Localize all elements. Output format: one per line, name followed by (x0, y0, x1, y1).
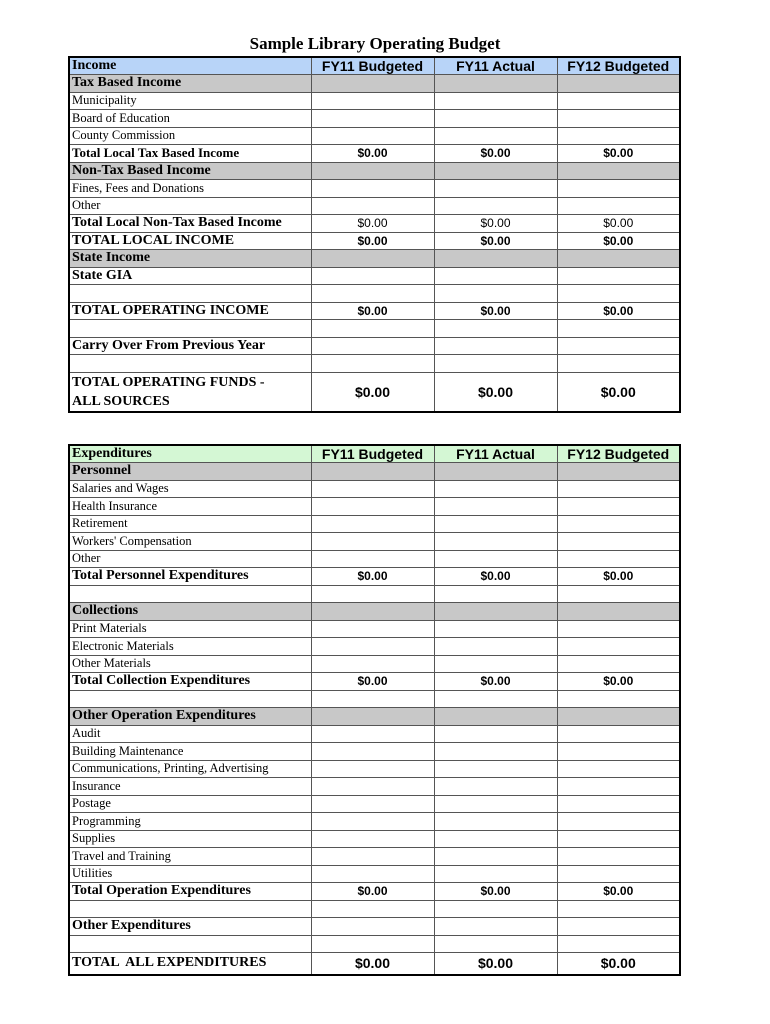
expenditures-table (68, 444, 681, 976)
section-label: Collections (69, 603, 311, 621)
header-fy11-budgeted: FY11 Budgeted (311, 57, 434, 75)
section-row (69, 162, 680, 180)
cell[interactable] (557, 498, 680, 516)
cell[interactable] (557, 197, 680, 215)
blank-row (69, 585, 680, 603)
cell[interactable] (557, 848, 680, 866)
cell[interactable] (311, 127, 434, 145)
grand-total-label: TOTAL ALL EXPENDITURES (69, 953, 311, 975)
total-row (69, 232, 680, 250)
header-fy12-budgeted: FY12 Budgeted (557, 57, 680, 75)
cell[interactable] (557, 480, 680, 498)
row-label: Other Expenditures (69, 918, 311, 936)
row-label: Print Materials (69, 620, 311, 638)
total-label: Total Local Tax Based Income (69, 145, 311, 163)
total-value: $0.00 (557, 568, 680, 586)
total-value: $0.00 (434, 145, 557, 163)
grand-total-row (69, 372, 680, 412)
cell[interactable] (557, 760, 680, 778)
total-value: $0.00 (557, 232, 680, 250)
total-value: $0.00 (557, 883, 680, 901)
table-row (69, 778, 680, 796)
cell[interactable] (311, 638, 434, 656)
cell[interactable] (311, 848, 434, 866)
grand-total-value: $0.00 (434, 372, 557, 412)
total-value: $0.00 (434, 302, 557, 320)
cell[interactable] (311, 778, 434, 796)
header-fy11-actual: FY11 Actual (434, 445, 557, 463)
total-label: Total Operation Expenditures (69, 883, 311, 901)
row-label: County Commission (69, 127, 311, 145)
section-label: Personnel (69, 463, 311, 481)
cell[interactable] (557, 92, 680, 110)
section-row (69, 708, 680, 726)
cell[interactable] (434, 127, 557, 145)
grand-total-value: $0.00 (557, 953, 680, 975)
cell[interactable] (434, 550, 557, 568)
grand-total-value: $0.00 (311, 372, 434, 412)
cell[interactable] (311, 795, 434, 813)
total-label: TOTAL OPERATING INCOME (69, 302, 311, 320)
cell[interactable] (434, 760, 557, 778)
section-row (69, 75, 680, 93)
cell[interactable] (311, 197, 434, 215)
total-row (69, 883, 680, 901)
table-row (69, 515, 680, 533)
cell[interactable] (434, 813, 557, 831)
cell[interactable] (557, 267, 680, 285)
total-row (69, 215, 680, 233)
expenditures-header-label: Expenditures (69, 445, 311, 463)
cell[interactable] (434, 110, 557, 128)
table-row (69, 725, 680, 743)
table-row (69, 830, 680, 848)
cell[interactable] (557, 515, 680, 533)
cell[interactable] (311, 533, 434, 551)
cell[interactable] (311, 725, 434, 743)
grand-total-value: $0.00 (434, 953, 557, 975)
row-label: Other (69, 197, 311, 215)
page-title: Sample Library Operating Budget (249, 34, 501, 53)
table-row (69, 760, 680, 778)
table-row (69, 638, 680, 656)
cell[interactable] (557, 127, 680, 145)
total-value: $0.00 (311, 673, 434, 691)
cell[interactable] (557, 620, 680, 638)
cell[interactable] (311, 918, 434, 936)
cell[interactable] (434, 480, 557, 498)
total-value: $0.00 (557, 215, 680, 233)
header-fy11-actual: FY11 Actual (434, 57, 557, 75)
cell[interactable] (434, 533, 557, 551)
cell[interactable] (557, 725, 680, 743)
cell[interactable] (434, 743, 557, 761)
cell[interactable] (311, 267, 434, 285)
cell[interactable] (434, 655, 557, 673)
row-label: Communications, Printing, Advertising (69, 760, 311, 778)
row-label: Workers' Compensation (69, 533, 311, 551)
income-table (68, 56, 681, 413)
table-row (69, 110, 680, 128)
row-label: Postage (69, 795, 311, 813)
cell[interactable] (311, 550, 434, 568)
grand-total-label (69, 372, 311, 412)
cell[interactable] (311, 813, 434, 831)
row-label: Municipality (69, 92, 311, 110)
row-label: Supplies (69, 830, 311, 848)
section-row (69, 603, 680, 621)
table-row (69, 865, 680, 883)
total-value: $0.00 (434, 568, 557, 586)
cell[interactable] (434, 337, 557, 355)
row-label: Audit (69, 725, 311, 743)
row-label: Programming (69, 813, 311, 831)
row-label: Fines, Fees and Donations (69, 180, 311, 198)
cell[interactable] (434, 830, 557, 848)
cell[interactable] (311, 498, 434, 516)
blank-row (69, 355, 680, 373)
cell[interactable] (311, 92, 434, 110)
cell[interactable] (434, 620, 557, 638)
cell[interactable] (557, 180, 680, 198)
table-row (69, 337, 680, 355)
cell[interactable] (311, 480, 434, 498)
grand-total-value: $0.00 (311, 953, 434, 975)
table-row (69, 267, 680, 285)
table-row (69, 92, 680, 110)
blank-row (69, 690, 680, 708)
table-row (69, 480, 680, 498)
total-label: TOTAL LOCAL INCOME (69, 232, 311, 250)
income-header-label: Income (69, 57, 311, 75)
cell[interactable] (434, 267, 557, 285)
total-value: $0.00 (311, 302, 434, 320)
expenditures-header-row (69, 445, 680, 463)
header-fy11-budgeted: FY11 Budgeted (311, 445, 434, 463)
grand-total-value: $0.00 (557, 372, 680, 412)
row-label: Insurance (69, 778, 311, 796)
cell[interactable] (557, 830, 680, 848)
grand-total-label-line2: ALL SOURCES (72, 393, 170, 409)
table-row (69, 813, 680, 831)
cell[interactable] (434, 848, 557, 866)
cell[interactable] (311, 760, 434, 778)
total-row (69, 302, 680, 320)
total-row (69, 673, 680, 691)
cell[interactable] (311, 515, 434, 533)
cell[interactable] (434, 795, 557, 813)
table-row (69, 533, 680, 551)
cell[interactable] (557, 533, 680, 551)
table-row (69, 550, 680, 568)
table-row (69, 795, 680, 813)
row-label: Other (69, 550, 311, 568)
row-label: Salaries and Wages (69, 480, 311, 498)
cell[interactable] (557, 337, 680, 355)
grand-total-row (69, 953, 680, 975)
cell[interactable] (434, 918, 557, 936)
blank-row (69, 935, 680, 953)
table-row (69, 197, 680, 215)
grand-total-label-line1: TOTAL OPERATING FUNDS - (72, 374, 265, 390)
cell[interactable] (311, 180, 434, 198)
section-row (69, 463, 680, 481)
total-row (69, 145, 680, 163)
income-header-row (69, 57, 680, 75)
cell[interactable] (557, 918, 680, 936)
cell[interactable] (557, 743, 680, 761)
cell[interactable] (434, 498, 557, 516)
blank-row (69, 320, 680, 338)
cell[interactable] (311, 655, 434, 673)
total-value: $0.00 (557, 302, 680, 320)
cell[interactable] (557, 550, 680, 568)
total-value: $0.00 (434, 232, 557, 250)
total-value: $0.00 (434, 883, 557, 901)
section-row (69, 250, 680, 268)
total-value: $0.00 (311, 215, 434, 233)
cell[interactable] (434, 865, 557, 883)
cell[interactable] (434, 180, 557, 198)
total-value: $0.00 (311, 145, 434, 163)
section-label: Other Operation Expenditures (69, 708, 311, 726)
cell[interactable] (311, 620, 434, 638)
table-row (69, 180, 680, 198)
cell[interactable] (434, 92, 557, 110)
section-label: Tax Based Income (69, 75, 311, 93)
cell[interactable] (434, 638, 557, 656)
header-fy12-budgeted: FY12 Budgeted (557, 445, 680, 463)
table-row (69, 918, 680, 936)
row-label: Building Maintenance (69, 743, 311, 761)
total-value: $0.00 (557, 673, 680, 691)
blank-row (69, 900, 680, 918)
cell[interactable] (311, 337, 434, 355)
cell[interactable] (311, 830, 434, 848)
total-label: Total Collection Expenditures (69, 673, 311, 691)
row-label: Carry Over From Previous Year (69, 337, 311, 355)
cell[interactable] (557, 778, 680, 796)
total-value: $0.00 (311, 568, 434, 586)
table-row (69, 743, 680, 761)
row-label: Retirement (69, 515, 311, 533)
row-label: Travel and Training (69, 848, 311, 866)
table-row (69, 655, 680, 673)
row-label: Other Materials (69, 655, 311, 673)
cell[interactable] (311, 110, 434, 128)
cell[interactable] (434, 197, 557, 215)
blank-row (69, 285, 680, 303)
cell[interactable] (557, 865, 680, 883)
row-label: Board of Education (69, 110, 311, 128)
total-label: Total Local Non-Tax Based Income (69, 215, 311, 233)
section-label: Non-Tax Based Income (69, 162, 311, 180)
total-row (69, 568, 680, 586)
table-row (69, 848, 680, 866)
row-label: Health Insurance (69, 498, 311, 516)
section-label: State Income (69, 250, 311, 268)
total-value: $0.00 (434, 215, 557, 233)
row-label: State GIA (69, 267, 311, 285)
table-row (69, 127, 680, 145)
total-value: $0.00 (311, 883, 434, 901)
cell[interactable] (557, 638, 680, 656)
cell[interactable] (311, 743, 434, 761)
total-value: $0.00 (311, 232, 434, 250)
cell[interactable] (557, 110, 680, 128)
table-row (69, 620, 680, 638)
row-label: Utilities (69, 865, 311, 883)
cell[interactable] (434, 725, 557, 743)
cell[interactable] (434, 515, 557, 533)
cell[interactable] (557, 795, 680, 813)
table-row (69, 498, 680, 516)
total-value: $0.00 (557, 145, 680, 163)
total-label: Total Personnel Expenditures (69, 568, 311, 586)
total-value: $0.00 (434, 673, 557, 691)
cell[interactable] (434, 778, 557, 796)
cell[interactable] (311, 865, 434, 883)
row-label: Electronic Materials (69, 638, 311, 656)
cell[interactable] (557, 813, 680, 831)
cell[interactable] (557, 655, 680, 673)
